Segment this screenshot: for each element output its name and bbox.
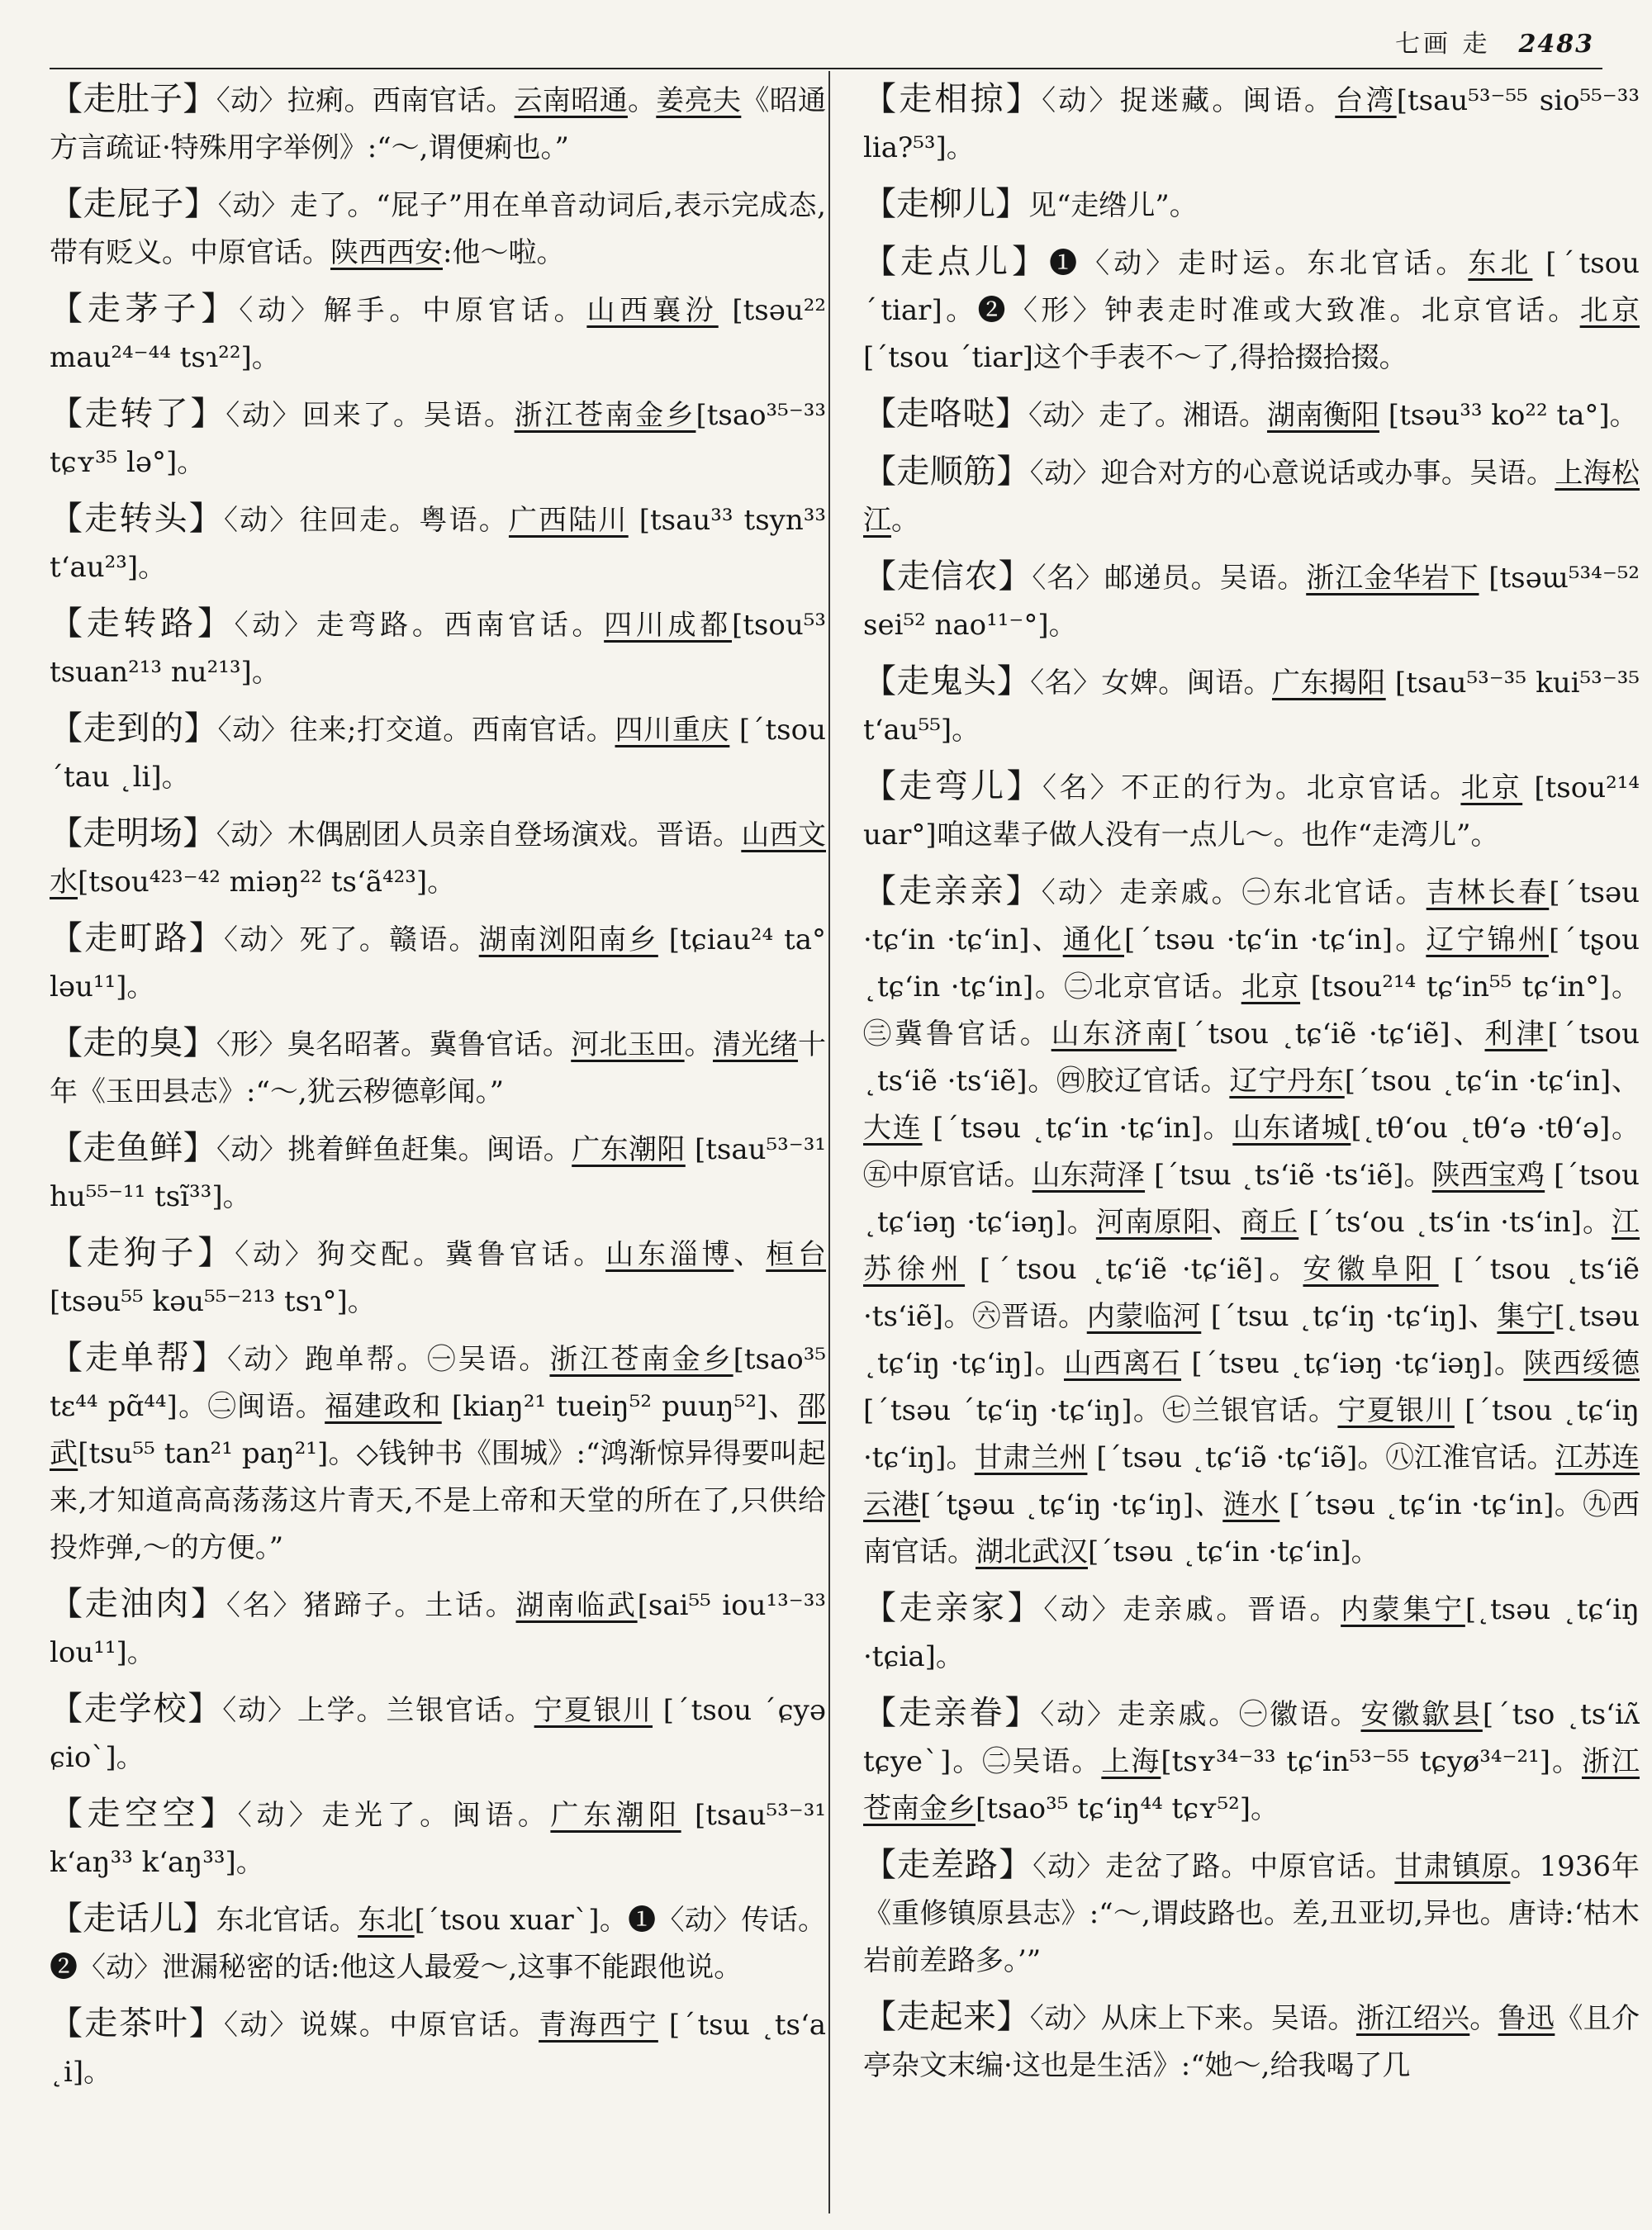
entry-text: 〈动〉挑着鲜鱼赶集。闽语。 <box>216 1133 572 1166</box>
entry-text: 〈动〉走了。湘语。 <box>1028 399 1267 432</box>
entry-headword: 【走点儿】 <box>863 243 1050 281</box>
entry-headword: 【走咯哒】 <box>863 395 1028 433</box>
right-column <box>863 76 1640 2099</box>
page-header <box>50 18 1602 69</box>
entry-text: [tɕiau²⁴ ta° ləu¹¹]。 <box>50 923 827 1004</box>
place-name: 山西文水 <box>50 818 827 899</box>
place-name: 辽宁锦州 <box>1426 923 1549 956</box>
entry-headword: 【走相掠】 <box>863 80 1042 118</box>
entry-text: 〈动〉捉迷藏。闽语。 <box>1042 84 1336 117</box>
dictionary-entry <box>50 286 826 382</box>
dictionary-entry <box>50 391 826 486</box>
entry-text: 东北官话。 <box>216 1904 358 1937</box>
entry-text: [ˊtsəu ˛tɕ‘iə̃ ·tɕ‘iə̃]。㊇江淮官话。 <box>1087 1441 1555 1474</box>
entry-text: [ˊtsou ˊɕyə ɕioˋ]。 <box>50 1694 827 1774</box>
place-name: 广西陆川 <box>508 504 629 537</box>
place-name: 甘肃兰州 <box>974 1441 1088 1474</box>
entry-headword: 【走的臭】 <box>50 1024 216 1062</box>
place-name: 通化 <box>1062 923 1124 956</box>
place-name: 姜亮夫 <box>656 84 742 117</box>
entry-text: [ˊtsou ˊtiar]。❷〈形〉钟表走时准或大致准。北京官话。 <box>863 247 1640 327</box>
entry-text: [ˊtsɯ ˛tɕ‘iŋ ·tɕ‘iŋ]、 <box>1201 1300 1498 1333</box>
entry-headword: 【走鱼鲜】 <box>50 1129 216 1167</box>
place-name: 浙江金华岩下 <box>1306 562 1479 595</box>
entry-text: 〈动〉拉痢。西南官话。 <box>216 84 515 117</box>
entry-text: [˛tsəu ˛tɕ‘iŋ ·tɕia]。 <box>863 1593 1640 1673</box>
entry-text: 〈动〉走弯路。西南官话。 <box>234 609 605 642</box>
entry-headword: 【走到的】 <box>50 709 218 747</box>
entry-text: [ˊtsou ˛ts‘iẽ ·ts‘iẽ]。㊅晋语。 <box>863 1253 1640 1333</box>
entry-text: 〈动〉跑单帮。㊀吴语。 <box>227 1343 550 1376</box>
entry-text: [tsau⁵³⁻³¹ k‘aŋ³³ k‘aŋ³³]。 <box>50 1799 827 1879</box>
dictionary-entry <box>863 868 1640 1576</box>
section-label: 七画 走 <box>1394 30 1491 59</box>
entry-text: 。 <box>684 1028 713 1061</box>
place-name: 安徽阜阳 <box>1303 1253 1439 1286</box>
place-name: 大连 <box>863 1112 923 1145</box>
dictionary-entry <box>863 448 1640 544</box>
entry-headword: 【走差路】 <box>863 1846 1033 1884</box>
place-name: 四川成都 <box>604 609 732 642</box>
place-name: 陕西宝鸡 <box>1431 1159 1545 1192</box>
entry-text: 。 <box>627 84 657 117</box>
place-name: 台湾 <box>1335 84 1397 117</box>
entry-text: 〈动〉解手。中原官话。 <box>239 294 587 327</box>
place-name: 浙江苍南金乡 <box>863 1745 1640 1825</box>
place-name: 山东诸城 <box>1232 1112 1351 1145</box>
entry-headword: 【走起来】 <box>863 1998 1030 2036</box>
place-name: 内蒙集宁 <box>1341 1593 1465 1626</box>
entry-text: [ˊtʂəɯ ˛tɕ‘iŋ ·tɕ‘iŋ]、 <box>920 1488 1223 1521</box>
entry-text: 〈形〉臭名昭著。冀鲁官话。 <box>216 1028 572 1061</box>
entry-headword: 【走茶叶】 <box>50 2005 224 2043</box>
place-name: 北京 <box>1579 294 1640 327</box>
entry-headword: 【走屁子】 <box>50 185 218 223</box>
entry-text: [tsau³³ tsyn³³ t‘au²³]。 <box>50 504 827 584</box>
place-name: 宁夏银川 <box>1337 1394 1455 1427</box>
place-name: 陕西绥德 <box>1523 1347 1640 1380</box>
entry-text: 《昭通方言疏证·特殊用字举例》:“～,谓便痢也。” <box>50 84 827 164</box>
entry-headword: 【走町路】 <box>50 919 224 957</box>
entry-text: [˛tθ‘ou ˛tθ‘ə ·tθ‘ə]。㊄中原官话。 <box>863 1112 1640 1192</box>
entry-headword: 【走转路】 <box>50 605 235 643</box>
entry-text: [tsao³⁵ tɕ‘iŋ⁴⁴ tɕʏ⁵²]。 <box>976 1792 1279 1825</box>
entry-headword: 【走顺筋】 <box>863 453 1030 491</box>
place-name: 广东揭阳 <box>1271 667 1386 700</box>
entry-text: [tsau⁵³⁻³¹ hu⁵⁵⁻¹¹ tsĩ³³]。 <box>50 1133 827 1213</box>
entry-text: 〈名〉猪蹄子。土话。 <box>225 1589 516 1622</box>
entry-text: 、 <box>1212 1206 1241 1239</box>
place-name: 河北玉田 <box>571 1028 685 1061</box>
entry-headword: 【走明场】 <box>50 814 216 852</box>
place-name: 涟水 <box>1222 1488 1280 1521</box>
entry-text: [ˊtsəu ·tɕ‘in ·tɕ‘in]。 <box>1124 923 1427 956</box>
place-name: 山西离石 <box>1063 1347 1182 1380</box>
place-name: 集宁 <box>1497 1300 1555 1333</box>
entry-text: [ˊtsou ˛tɕ‘iŋ ·tɕ‘iŋ]。 <box>863 1394 1640 1474</box>
entry-text: [sai⁵⁵ iou¹³⁻³³ lou¹¹]。 <box>50 1589 827 1669</box>
place-name: 江苏连云港 <box>863 1441 1640 1521</box>
entry-text: [ˊtsəu ·tɕ‘in ·tɕ‘in]、 <box>863 876 1640 956</box>
entry-text: 〈动〉往回走。粤语。 <box>223 504 509 537</box>
entry-text: 〈动〉回来了。吴语。 <box>225 399 515 432</box>
entry-text: :他～啦。 <box>443 236 565 269</box>
entry-text: 〈动〉走亲戚。晋语。 <box>1043 1593 1341 1626</box>
entry-text: [ˊtsɐu ˛tɕ‘iəŋ ·tɕ‘iəŋ]。 <box>1181 1347 1524 1380</box>
place-name: 浙江苍南金乡 <box>514 399 696 432</box>
place-name: 上海 <box>1101 1745 1161 1778</box>
dictionary-entry <box>863 239 1640 382</box>
entry-headword: 【走弯儿】 <box>863 767 1042 805</box>
entry-text: 〈动〉走岔了路。中原官话。 <box>1032 1850 1395 1883</box>
dictionary-entry <box>50 1896 826 1991</box>
entry-text: [tsau⁵³⁻³⁵ kui⁵³⁻³⁵ t‘au⁵⁵]。 <box>863 667 1640 747</box>
dictionary-entry <box>50 1335 826 1572</box>
entry-text: 〈动〉走亲戚。㊀东北官话。 <box>1041 876 1427 909</box>
entry-text: [ˊtsou ˛tɕ‘iẽ ·tɕ‘iẽ]。 <box>965 1253 1303 1286</box>
entry-headword: 【走空空】 <box>50 1795 238 1833</box>
place-name: 福建政和 <box>325 1390 442 1423</box>
dictionary-entry <box>863 763 1640 859</box>
entry-text: [ˊtsəu ˊtɕ‘iŋ ·tɕ‘iŋ]。㊆兰银官话。 <box>863 1394 1338 1427</box>
place-name: 东北 <box>1468 247 1533 280</box>
dictionary-entry <box>863 1690 1640 1833</box>
entry-text: 〈动〉狗交配。冀鲁官话。 <box>235 1238 606 1271</box>
entry-headword: 【走转头】 <box>50 500 224 538</box>
entry-headword: 【走鬼头】 <box>863 662 1031 700</box>
entry-text: ❶〈动〉走时运。东北官话。 <box>1049 247 1469 280</box>
dictionary-entry <box>50 1791 826 1886</box>
entry-text: [kiaŋ²¹ tueiŋ⁵² puuŋ⁵²]、 <box>441 1390 798 1423</box>
place-name: 广东潮阳 <box>550 1799 681 1832</box>
place-name: 湖北武汉 <box>976 1535 1088 1568</box>
place-name: 邵武 <box>50 1390 826 1470</box>
dictionary-entry <box>863 1585 1640 1681</box>
dictionary-entry <box>863 391 1640 439</box>
dictionary-entry <box>50 76 826 172</box>
entry-headword: 【走油肉】 <box>50 1585 226 1623</box>
entry-headword: 【走肚子】 <box>50 80 216 118</box>
entry-text: [tsʏ³⁴⁻³³ tɕ‘in⁵³⁻⁵⁵ tɕyø³⁴⁻²¹]。 <box>1161 1745 1582 1778</box>
place-name: 浙江苍南金乡 <box>549 1343 733 1376</box>
dictionary-entry <box>50 496 826 591</box>
dictionary-entry <box>50 600 826 696</box>
place-name: 广东潮阳 <box>572 1133 686 1166</box>
entry-text: [tsou²¹⁴ tɕ‘in⁵⁵ tɕ‘in°]。㊂冀鲁官话。 <box>863 970 1640 1051</box>
dictionary-entry <box>50 915 826 1011</box>
entry-text: [ˊtsou ˛tɕ‘in ·tɕ‘in]、 <box>1344 1065 1640 1098</box>
dictionary-entry <box>50 705 826 801</box>
entry-headword: 【走单帮】 <box>50 1339 228 1377</box>
dictionary-entry <box>863 658 1640 754</box>
column-divider <box>828 71 830 2213</box>
place-name: 内蒙临河 <box>1086 1300 1202 1333</box>
entry-text: [tsao³⁵⁻³³ tɕʏ³⁵ lə°]。 <box>50 399 827 479</box>
entry-text: 。 <box>891 504 919 537</box>
place-name: 东北 <box>358 1904 415 1937</box>
entry-text: 〈动〉木偶剧团人员亲自登场演戏。晋语。 <box>216 818 742 852</box>
place-name: 商丘 <box>1241 1206 1299 1239</box>
place-name: 山东淄博 <box>605 1238 734 1271</box>
entry-text: [tsəu³³ ko²² ta°]。 <box>1379 399 1638 432</box>
place-name: 甘肃镇原 <box>1394 1850 1511 1883</box>
entry-text: [tsau⁵³⁻⁵⁵ sio⁵⁵⁻³³ lia?⁵³]。 <box>863 84 1640 164</box>
entry-text: 十年《玉田县志》:“～,犹云秽德彰闻。” <box>50 1028 827 1108</box>
entry-headword: 【走转了】 <box>50 395 226 433</box>
entry-headword: 【走狗子】 <box>50 1234 235 1272</box>
entry-text: 〈动〉走亲戚。㊀徽语。 <box>1040 1698 1361 1731</box>
place-name: 湖南临武 <box>515 1589 638 1622</box>
place-name: 云南昭通 <box>514 84 628 117</box>
entry-headword: 【走学校】 <box>50 1690 223 1728</box>
place-name: 江苏徐州 <box>863 1206 1640 1286</box>
page-number: 2483 <box>1518 30 1594 59</box>
entry-headword: 【走话儿】 <box>50 1900 216 1938</box>
entry-text: [ˊtsou ˊtau ˛li]。 <box>50 714 826 794</box>
entry-text: [tsu⁵⁵ tan²¹ paŋ²¹]。◇钱钟书《围城》:“鸿渐惊异得要叫起来,才知道高高荡荡这片青天,不是上帝和天堂的所在了,只供给投炸弹,～的方便。” <box>50 1437 827 1564</box>
entry-headword: 【走亲亲】 <box>863 872 1042 910</box>
entry-text: 见“走绺儿”。 <box>1028 189 1198 222</box>
place-name: 陕西西安 <box>330 236 443 269</box>
entry-text: 。1936年《重修镇原县志》:“～,谓歧路也。差,丑亚切,异也。唐诗:‘枯木岩前差路多。’” <box>863 1850 1640 1977</box>
entry-text: [tsou⁵³ tsuan²¹³ nu²¹³]。 <box>50 609 827 689</box>
entry-text: 《且介亭杂文末编·这也是生活》:“她～,给我喝了几 <box>863 2002 1640 2082</box>
place-name: 安徽歙县 <box>1360 1698 1483 1731</box>
left-column <box>50 76 826 2105</box>
place-name: 北京 <box>1460 771 1523 804</box>
entry-text: 〈名〉女婢。闽语。 <box>1030 667 1272 700</box>
entry-text: 〈动〉往来;打交道。西南官话。 <box>217 714 615 747</box>
entry-text: [ˊtsəu ˛tɕ‘in ·tɕ‘in]。 <box>1088 1535 1379 1568</box>
entry-text: [ˊtsɯ ˛ts‘iẽ ·ts‘iẽ]。 <box>1145 1159 1432 1192</box>
place-name: 河南原阳 <box>1095 1206 1213 1239</box>
entry-text: [tsou²¹⁴ uar°]咱这辈子做人没有一点儿～。也作“走湾儿”。 <box>863 771 1640 852</box>
entry-text: 〈动〉走了。“屁子”用在单音动词后,表示完成态,带有贬义。中原官话。 <box>50 189 826 269</box>
entry-headword: 【走茅子】 <box>50 290 240 328</box>
entry-headword: 【走亲家】 <box>863 1589 1044 1627</box>
dictionary-entry <box>50 1020 826 1116</box>
place-name: 宁夏银川 <box>534 1694 653 1727</box>
place-name: 上海松江 <box>863 457 1640 537</box>
place-name: 山东菏泽 <box>1032 1159 1146 1192</box>
entry-text: [ˊtsɯ ˛ts‘a ˛i]。 <box>50 2009 827 2089</box>
entry-text: 〈动〉从床上下来。吴语。 <box>1029 2002 1356 2035</box>
dictionary-entry <box>863 181 1640 230</box>
entry-text: [tsao³⁵ tɛ⁴⁴ pɑ̃⁴⁴]。㊁闽语。 <box>50 1343 827 1423</box>
entry-text: [˛tsəu ˛tɕ‘iŋ ·tɕ‘iŋ]。 <box>863 1300 1640 1380</box>
place-name: 吉林长春 <box>1426 876 1550 909</box>
running-head <box>1395 23 1594 59</box>
entry-text: [ˊtsou xuarˋ]。❶〈动〉传话。❷〈动〉泄漏秘密的话:他这人最爱～,这事不能跟他说。 <box>50 1904 826 1984</box>
entry-text: [ˊtsou ˛tɕ‘iəŋ ·tɕ‘iəŋ]。 <box>863 1159 1640 1239</box>
dictionary-entry <box>50 1230 826 1326</box>
place-name: 北京 <box>1241 970 1301 1004</box>
place-name: 桓台 <box>766 1238 827 1271</box>
entry-text: [ˊtsəu ˛tɕ‘in ·tɕ‘in]。㊈西南官话。 <box>863 1488 1640 1568</box>
entry-headword: 【走信农】 <box>863 558 1032 595</box>
place-name: 辽宁丹东 <box>1229 1065 1345 1098</box>
entry-text: 〈动〉上学。兰银官话。 <box>222 1694 534 1727</box>
entry-text: 〈动〉说媒。中原官话。 <box>223 2009 539 2042</box>
dictionary-entry <box>50 2000 826 2096</box>
entry-text: [tsəɯ⁵³⁴⁻⁵² sei⁵² nao¹¹⁻°]。 <box>863 562 1640 642</box>
dictionary-entry <box>50 1686 826 1782</box>
entry-text: [ˊtsou ˛tɕ‘iẽ ·tɕ‘iẽ]、 <box>1176 1018 1485 1051</box>
entry-text: 〈名〉不正的行为。北京官话。 <box>1042 771 1461 804</box>
place-name: 湖南浏阳南乡 <box>478 923 658 956</box>
entry-text: [ˊts‘ou ˛ts‘in ·ts‘in]。 <box>1298 1206 1612 1239</box>
place-name: 清光绪 <box>712 1028 799 1061</box>
entry-text: 〈动〉死了。赣语。 <box>223 923 479 956</box>
dictionary-entry <box>863 76 1640 172</box>
entry-text: 。 <box>1469 2002 1498 2035</box>
entry-headword: 【走亲眷】 <box>863 1694 1041 1732</box>
entry-text: 〈动〉走光了。闽语。 <box>237 1799 551 1832</box>
entry-text: [tsou⁴²³⁻⁴² miəŋ²² ts‘ã⁴²³]。 <box>78 866 456 899</box>
entry-text: [ˊtsəu ˛tɕ‘in ·tɕ‘in]。 <box>922 1112 1233 1145</box>
entry-text: 〈名〉邮递员。吴语。 <box>1032 562 1307 595</box>
dictionary-entry <box>50 1581 826 1677</box>
dictionary-entry <box>50 810 826 906</box>
dictionary-entry <box>863 1994 1640 2090</box>
entry-text: 〈动〉迎合对方的心意说话或办事。吴语。 <box>1029 457 1555 490</box>
entry-text: [ˊtsou ˛ts‘iẽ ·ts‘iẽ]。㊃胶辽官话。 <box>863 1018 1640 1098</box>
dictionary-entry <box>50 1125 826 1221</box>
place-name: 利津 <box>1484 1018 1548 1051</box>
entry-text: [ˊtʂou ˛tɕ‘in ·tɕ‘in]。㊁北京官话。 <box>863 923 1640 1004</box>
entry-text: [tsəu⁵⁵ kəu⁵⁵⁻²¹³ tsɿ°]。 <box>50 1285 376 1318</box>
place-name: 四川重庆 <box>615 714 730 747</box>
place-name: 鲁迅 <box>1498 2002 1555 2035</box>
place-name: 山西襄汾 <box>586 294 719 327</box>
place-name: 湖南衡阳 <box>1267 399 1379 432</box>
entry-text: 、 <box>733 1238 767 1271</box>
entry-text: [ˊtsou ˊtiar]这个手表不～了,得拾掇拾掇。 <box>863 341 1408 374</box>
dictionary-entry <box>863 1842 1640 1985</box>
entry-text: [tsəu²² mau²⁴⁻⁴⁴ tsɿ²²]。 <box>50 294 827 374</box>
place-name: 浙江绍兴 <box>1355 2002 1470 2035</box>
dictionary-entry <box>50 181 826 277</box>
place-name: 青海西宁 <box>539 2009 658 2042</box>
entry-text: [ˊtso ˛ts‘iʌ̃ tɕyeˋ]。㊁吴语。 <box>863 1698 1640 1778</box>
dictionary-entry <box>863 553 1640 649</box>
place-name: 山东济南 <box>1051 1018 1177 1051</box>
entry-headword: 【走柳儿】 <box>863 185 1028 223</box>
